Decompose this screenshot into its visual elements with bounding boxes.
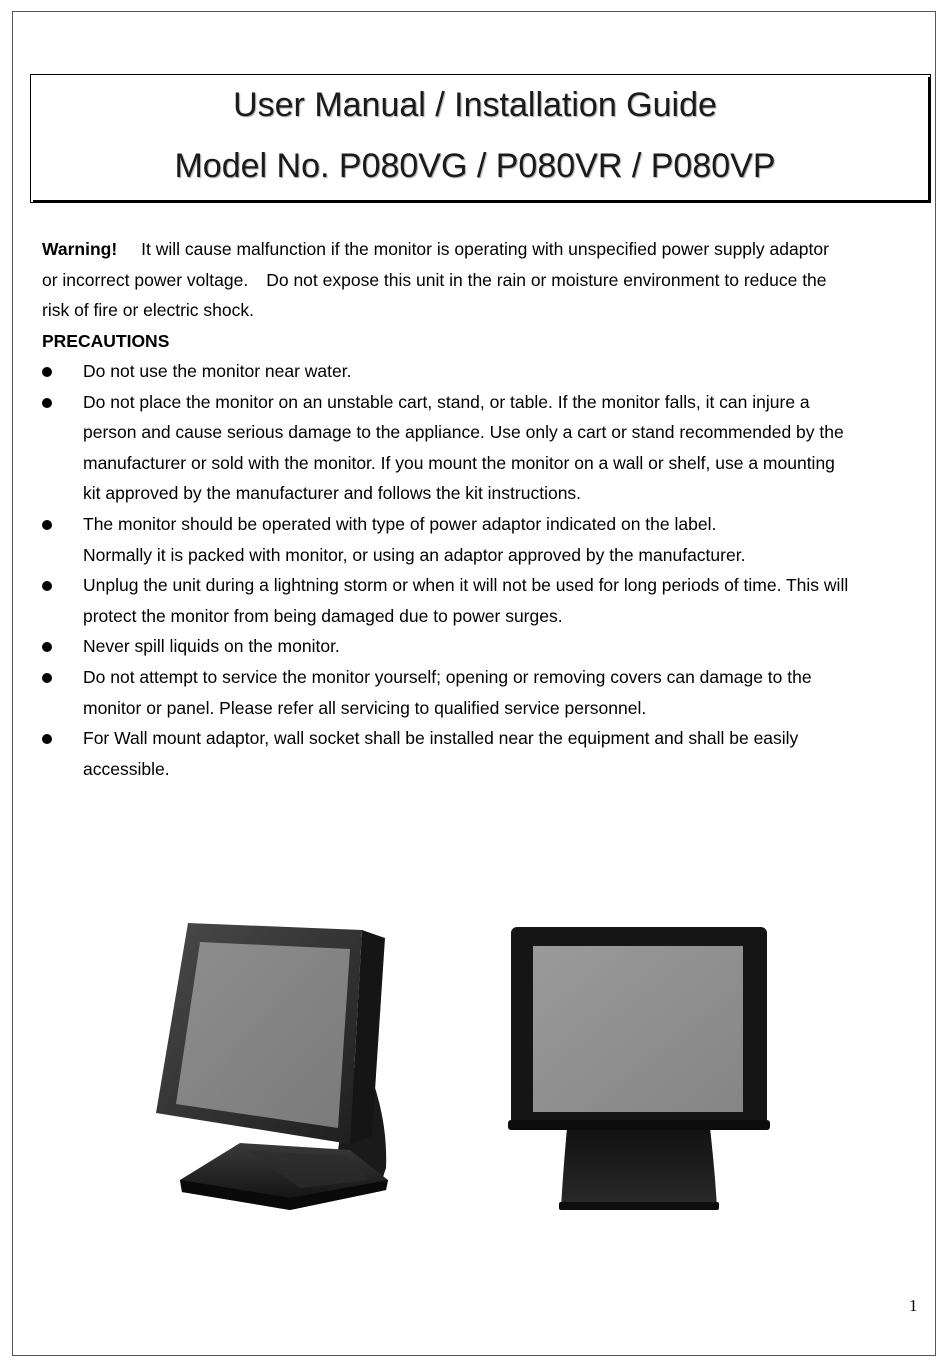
warning-text-line-3: risk of fire or electric shock. [42, 300, 254, 321]
bullet-icon [42, 673, 52, 683]
monitor-front-view-icon [505, 922, 773, 1214]
list-item: Never spill liquids on the monitor. [42, 631, 927, 662]
list-item: Do not use the monitor near water. [42, 356, 927, 387]
precautions-heading: PRECAUTIONS [42, 331, 170, 351]
precautions-list [42, 356, 927, 784]
list-item: Do not attempt to service the monitor yourself; opening or removing covers can damage to the monitor or panel. Please refer all servicing to qualified service personnel. [42, 662, 927, 723]
page-number: 1 [909, 1296, 918, 1315]
warning-paragraph [42, 234, 922, 326]
bullet-icon [42, 642, 52, 652]
list-item: Unplug the unit during a lightning storm or when it will not be used for long periods of time. This will protect the monitor from being damaged due to power surges. [42, 570, 927, 631]
warning-text-line-2a: or incorrect power voltage. [42, 269, 249, 290]
bullet-icon [42, 367, 52, 377]
warning-text-line-1: It will cause malfunction if the monitor is operating with unspecified power supply adaptor [141, 239, 829, 259]
bullet-icon [42, 520, 52, 530]
list-item: The monitor should be operated with type of power adaptor indicated on the label. Normally it is packed with monitor, or using an adaptor approved by the manufacturer. [42, 509, 927, 570]
monitor-angled-view-icon [150, 918, 395, 1213]
list-item: Do not place the monitor on an unstable cart, stand, or table. If the monitor falls, it can injure a person and cause serious damage to the appliance. Use only a cart or stand recommended by the manufacturer or sold with the monitor. If you mount the monitor on a wall or shelf, use a mounting kit approved by the manufacturer and follows the kit instructions. [42, 387, 927, 509]
bullet-icon [42, 398, 52, 408]
bullet-icon [42, 581, 52, 591]
warning-text-line-2b: Do not expose this unit in the rain or moisture environment to reduce the [266, 269, 827, 290]
bullet-icon [42, 734, 52, 744]
model-number: Model No. P080VG / P080VR / P080VP [174, 147, 776, 185]
list-item: For Wall mount adaptor, wall socket shall be installed near the equipment and shall be easily accessible. [42, 723, 927, 784]
warning-label: Warning! [42, 239, 118, 259]
manual-title: User Manual / Installation Guide [233, 86, 717, 124]
